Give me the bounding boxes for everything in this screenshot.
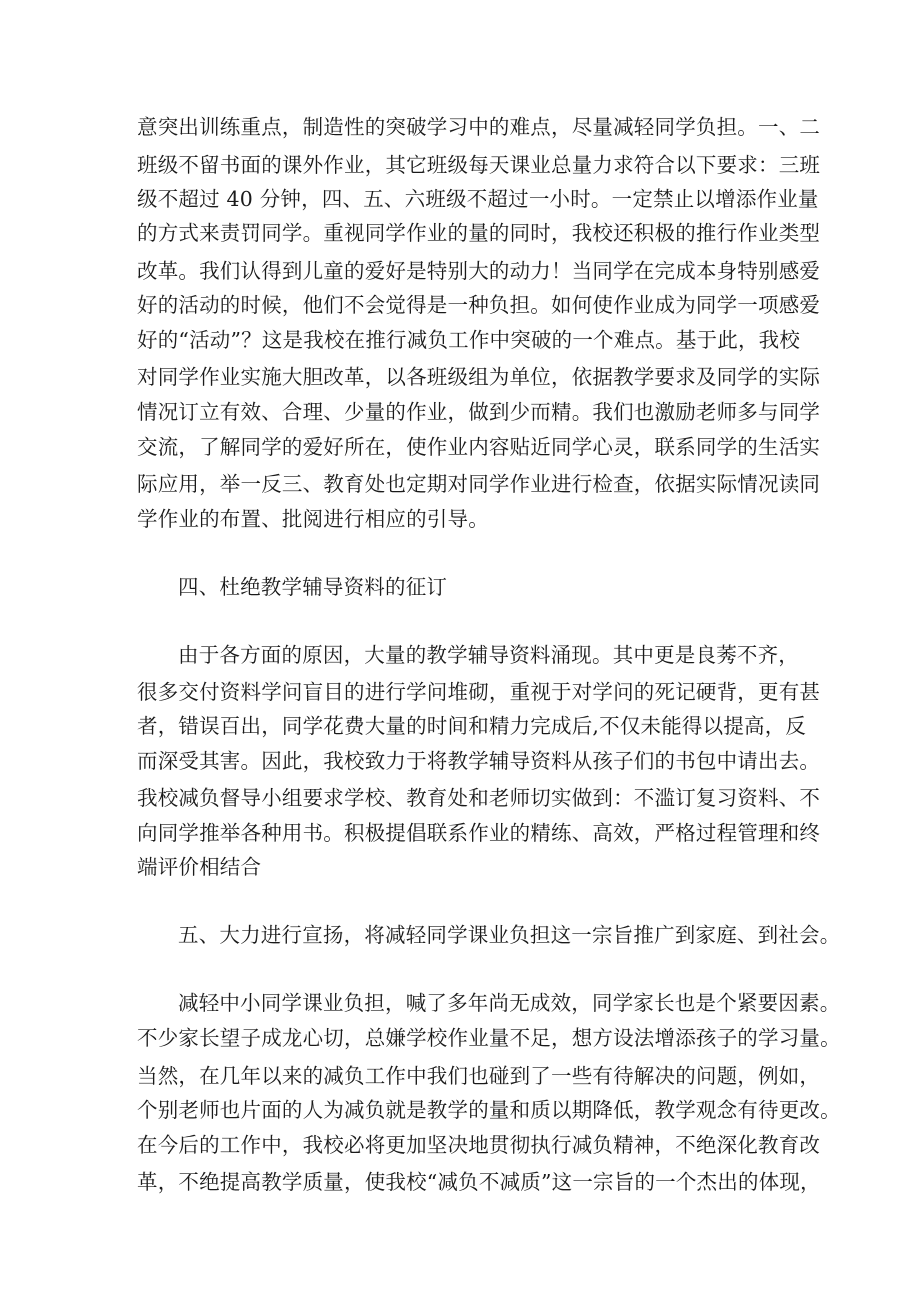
paragraph-1-line: 好的“活动”？这是我校在推行减负工作中突破的一个难点。基于此，我校: [137, 328, 801, 352]
paragraph-3-line: 当然，在几年以来的减负工作中我们也碰到了一些有待解决的问题，例如，: [137, 1064, 821, 1088]
paragraph-2-line: 而深受其害。因此，我校致力于将教学辅导资料从孩子们的书包中请出去。: [137, 749, 821, 773]
paragraph-1-line: 意突出训练重点，制造性的突破学习中的难点，尽量减轻同学负担。一、二: [137, 115, 821, 139]
section-heading-5: 五、大力进行宣扬，将减轻同学课业负担这一宗旨推广到家庭、到社会。: [178, 923, 841, 947]
paragraph-1-line: 交流，了解同学的爱好所在，使作业内容贴近同学心灵，联系同学的生活实: [137, 435, 821, 459]
section-heading-4: 四、杜绝教学辅导资料的征订: [178, 575, 448, 599]
paragraph-3-line: 减轻中小同学课业负担，喊了多年尚无成效，同学家长也是个紧要因素。: [178, 991, 841, 1015]
paragraph-3-line: 不少家长望子成龙心切，总嫌学校作业量不足，想方设法增添孩子的学习量。: [137, 1026, 841, 1050]
paragraph-1-line: 的方式来责罚同学。重视同学作业的量的同时，我校还积极的推行作业类型: [137, 221, 821, 245]
paragraph-2-line: 很多交付资料学问盲目的进行学问堆砌，重视于对学问的死记硬背，更有甚: [137, 680, 821, 704]
paragraph-2-line: 向同学推举各种用书。积极提倡联系作业的精练、高效，严格过程管理和终: [137, 821, 821, 845]
paragraph-2-line: 者，错误百出，同学花费大量的时间和精力完成后,不仅未能得以提高，反: [137, 714, 807, 738]
paragraph-2-line: 我校减负督导小组要求学校、教育处和老师切实做到：不滥订复习资料、不: [137, 786, 821, 810]
paragraph-1-line: 好的活动的时候，他们不会觉得是一种负担。如何使作业成为同学一项感爱: [137, 293, 821, 317]
paragraph-3-line: 革，不绝提高教学质量，使我校“减负不减质”这一宗旨的一个杰出的体现，: [137, 1170, 821, 1194]
paragraph-3-line: 在今后的工作中，我校必将更加坚决地贯彻执行减负精神，不绝深化教育改: [137, 1133, 821, 1157]
paragraph-1-line: 班级不留书面的课外作业，其它班级每天课业总量力求符合以下要求：三班: [137, 153, 821, 177]
paragraph-1-line: 情况订立有效、合理、少量的作业，做到少而精。我们也激励老师多与同学: [137, 400, 821, 424]
paragraph-1-line: 级不超过 40 分钟，四、五、六班级不超过一小时。一定禁止以增添作业量: [137, 187, 819, 211]
paragraph-2-line: 由于各方面的原因，大量的教学辅导资料涌现。其中更是良莠不齐，: [178, 643, 799, 667]
paragraph-1-line: 对同学作业实施大胆改革，以各班级组为单位，依据教学要求及同学的实际: [137, 365, 821, 389]
paragraph-3-line: 个别老师也片面的人为减负就是教学的量和质以期降低，教学观念有待更改。: [137, 1098, 841, 1122]
paragraph-1-line: 改革。我们认得到儿童的爱好是特别大的动力！当同学在完成本身特别感爱: [137, 259, 821, 283]
paragraph-1-line: 际应用，举一反三、教育处也定期对同学作业进行检查，依据实际情况读同: [137, 472, 821, 496]
paragraph-2-line: 端评价相结合: [137, 855, 262, 879]
paragraph-1-line: 学作业的布置、批阅进行相应的引导。: [137, 507, 489, 531]
